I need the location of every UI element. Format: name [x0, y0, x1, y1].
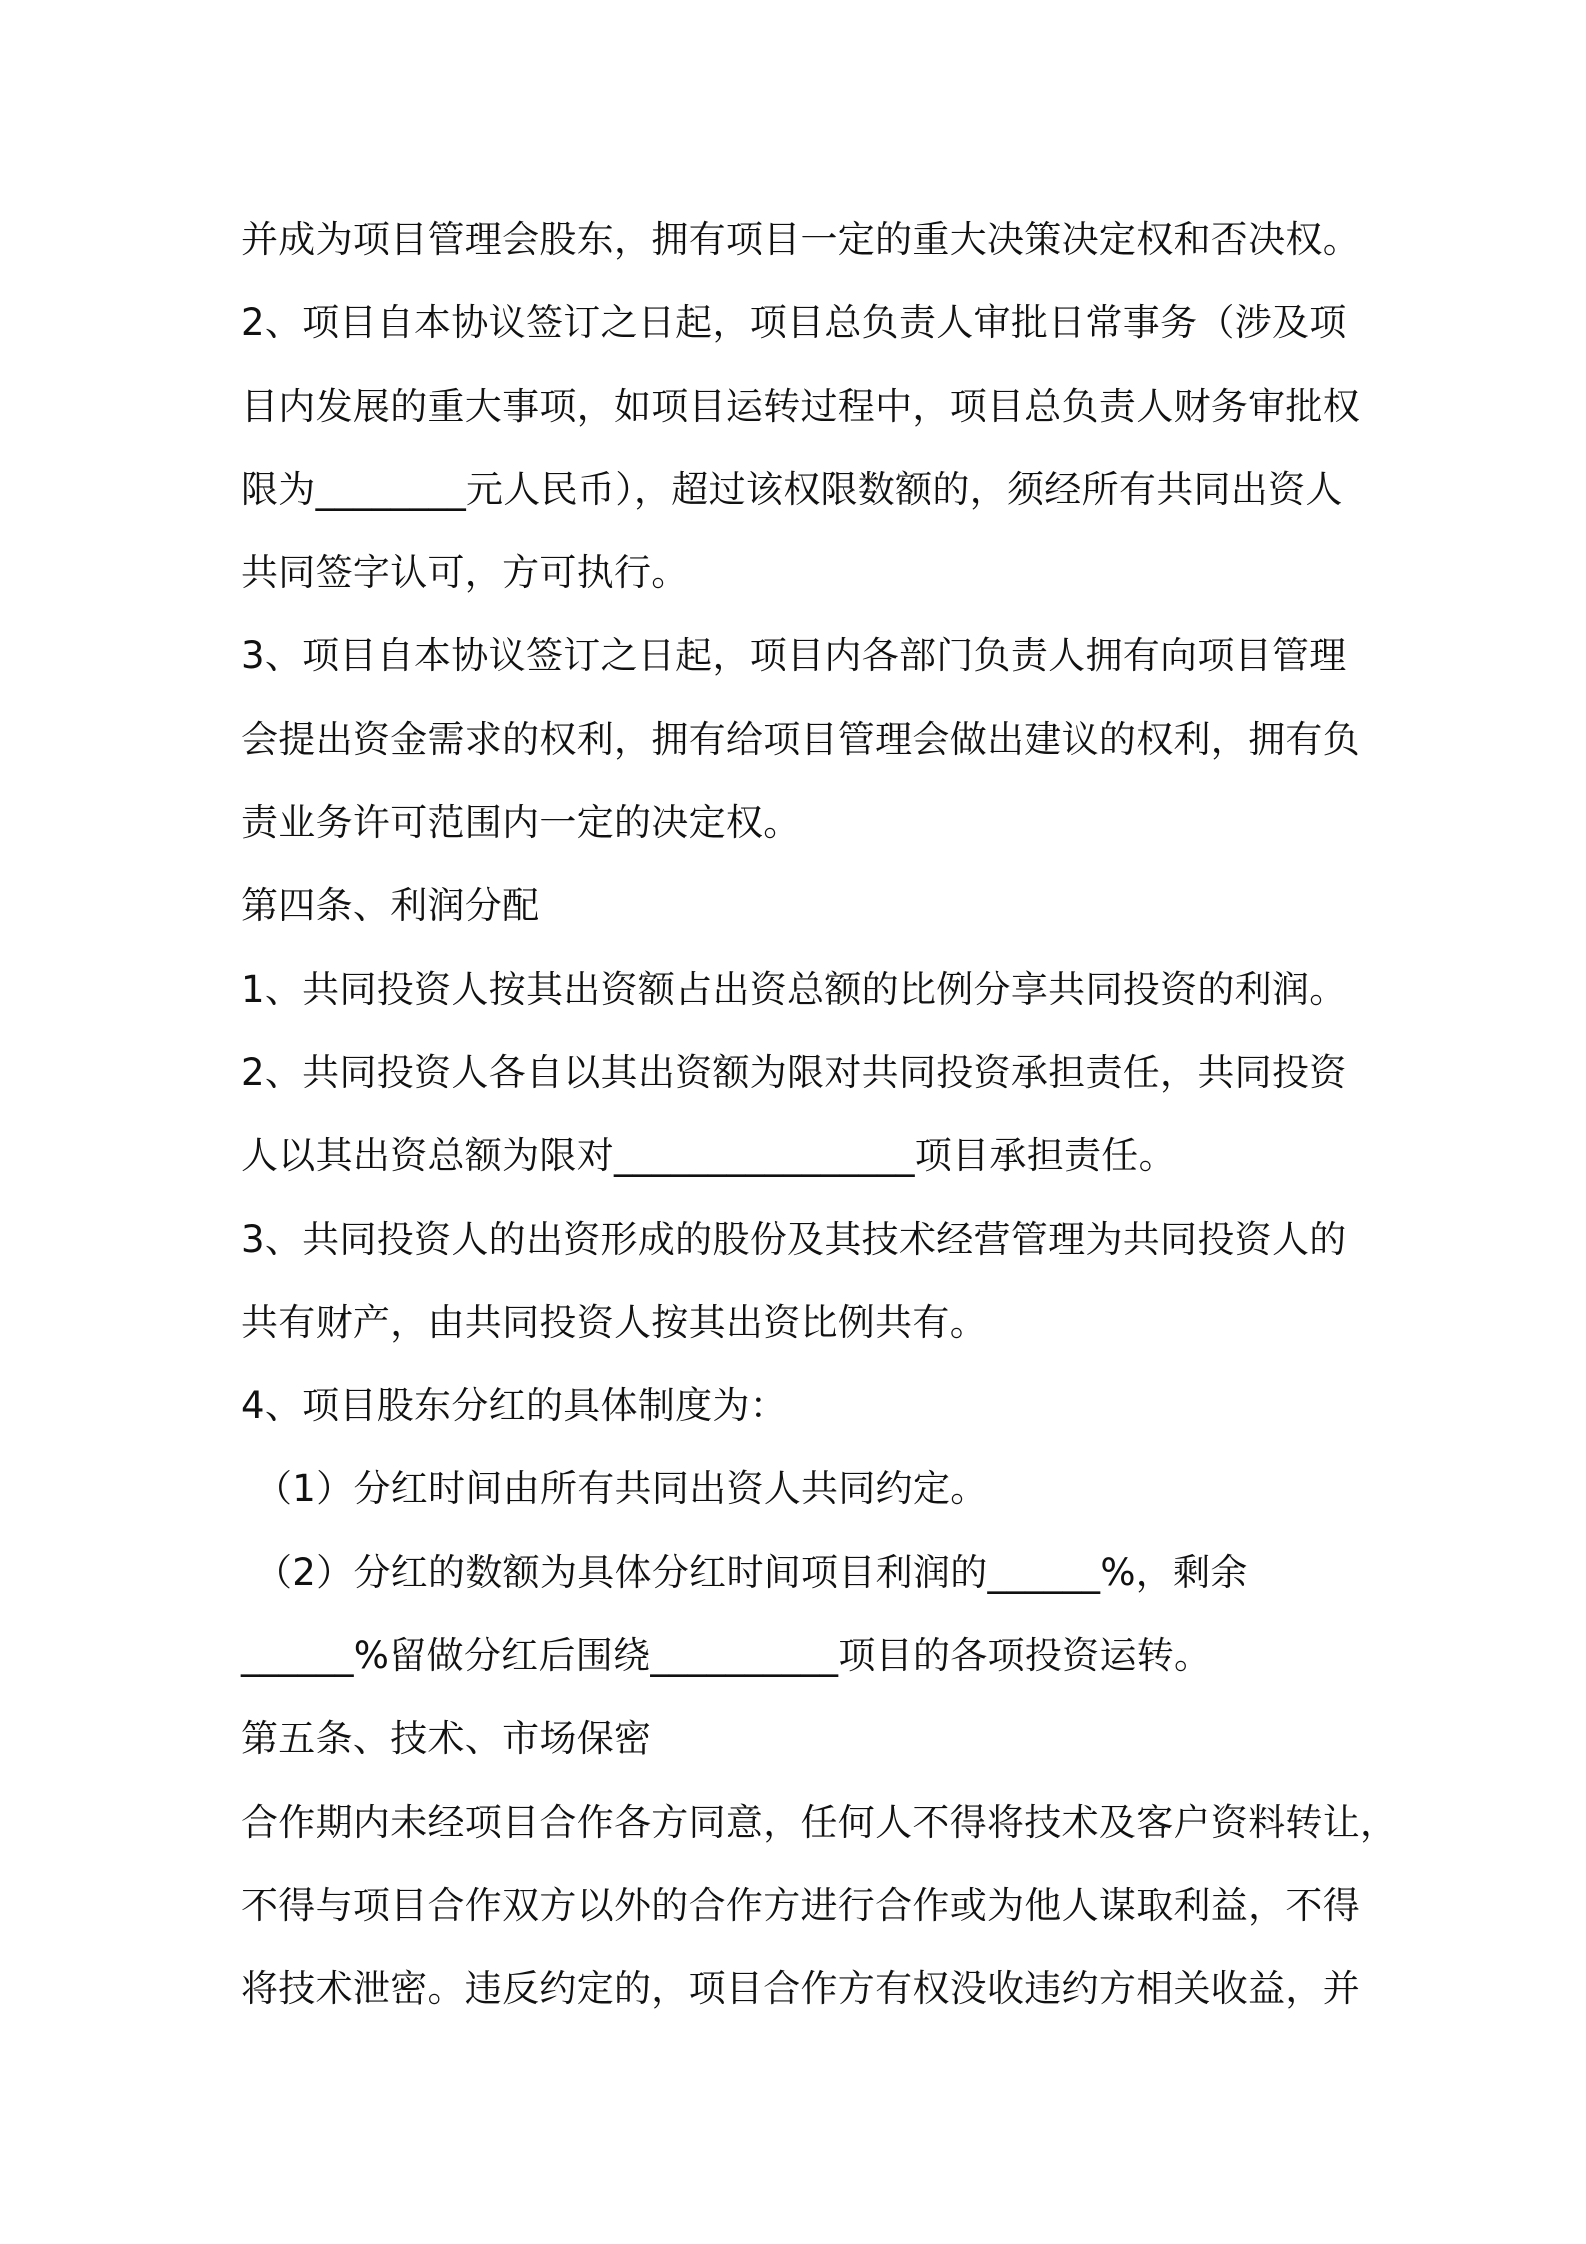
text-line: 共有财产，由共同投资人按其出资比例共有。 [241, 1300, 987, 1344]
text-line: 3、项目自本协议签订之日起，项目内各部门负责人拥有向项目管理 [241, 634, 1347, 678]
text-line: 并成为项目管理会股东，拥有项目一定的重大决策决定权和否决权。 [241, 218, 1360, 261]
sub-item-line: （2）分红的数额为具体分红时间项目利润的______%，剩余 [255, 1550, 1248, 1594]
text-line: 3、共同投资人的出资形成的股份及其技术经营管理为共同投资人的 [241, 1217, 1347, 1261]
text-line: 2、项目自本协议签订之日起，项目总负责人审批日常事务（涉及项 [241, 301, 1347, 345]
text-line: 合作期内未经项目合作各方同意，任何人不得将技术及客户资料转让， [241, 1800, 1398, 1844]
section-heading: 第四条、利润分配 [241, 884, 540, 928]
text-line: 4、项目股东分红的具体制度为： [241, 1384, 788, 1428]
sub-item-line: （1）分红时间由所有共同出资人共同约定。 [255, 1467, 988, 1511]
section-heading: 第五条、技术、市场保密 [241, 1717, 652, 1761]
text-line: ______%留做分红后围绕__________项目的各项投资运转。 [241, 1634, 1212, 1678]
text-line: 限为________元人民币），超过该权限数额的，须经所有共同出资人 [241, 467, 1343, 511]
text-line: 目内发展的重大事项，如项目运转过程中，项目总负责人财务审批权 [241, 384, 1360, 428]
text-line: 责业务许可范围内一定的决定权。 [241, 801, 801, 845]
document-body [241, 198, 1398, 2031]
text-line: 共同签字认可，方可执行。 [241, 551, 689, 595]
text-line: 2、共同投资人各自以其出资额为限对共同投资承担责任，共同投资 [241, 1050, 1347, 1094]
text-line: 会提出资金需求的权利，拥有给项目管理会做出建议的权利，拥有负 [241, 717, 1360, 761]
text-line: 1、共同投资人按其出资额占出资总额的比例分享共同投资的利润。 [241, 967, 1347, 1011]
text-line: 人以其出资总额为限对________________项目承担责任。 [241, 1134, 1176, 1178]
text-line: 将技术泄密。违反约定的，项目合作方有权没收违约方相关收益，并 [241, 1967, 1360, 2011]
text-line: 不得与项目合作双方以外的合作方进行合作或为他人谋取利益，不得 [241, 1883, 1360, 1927]
